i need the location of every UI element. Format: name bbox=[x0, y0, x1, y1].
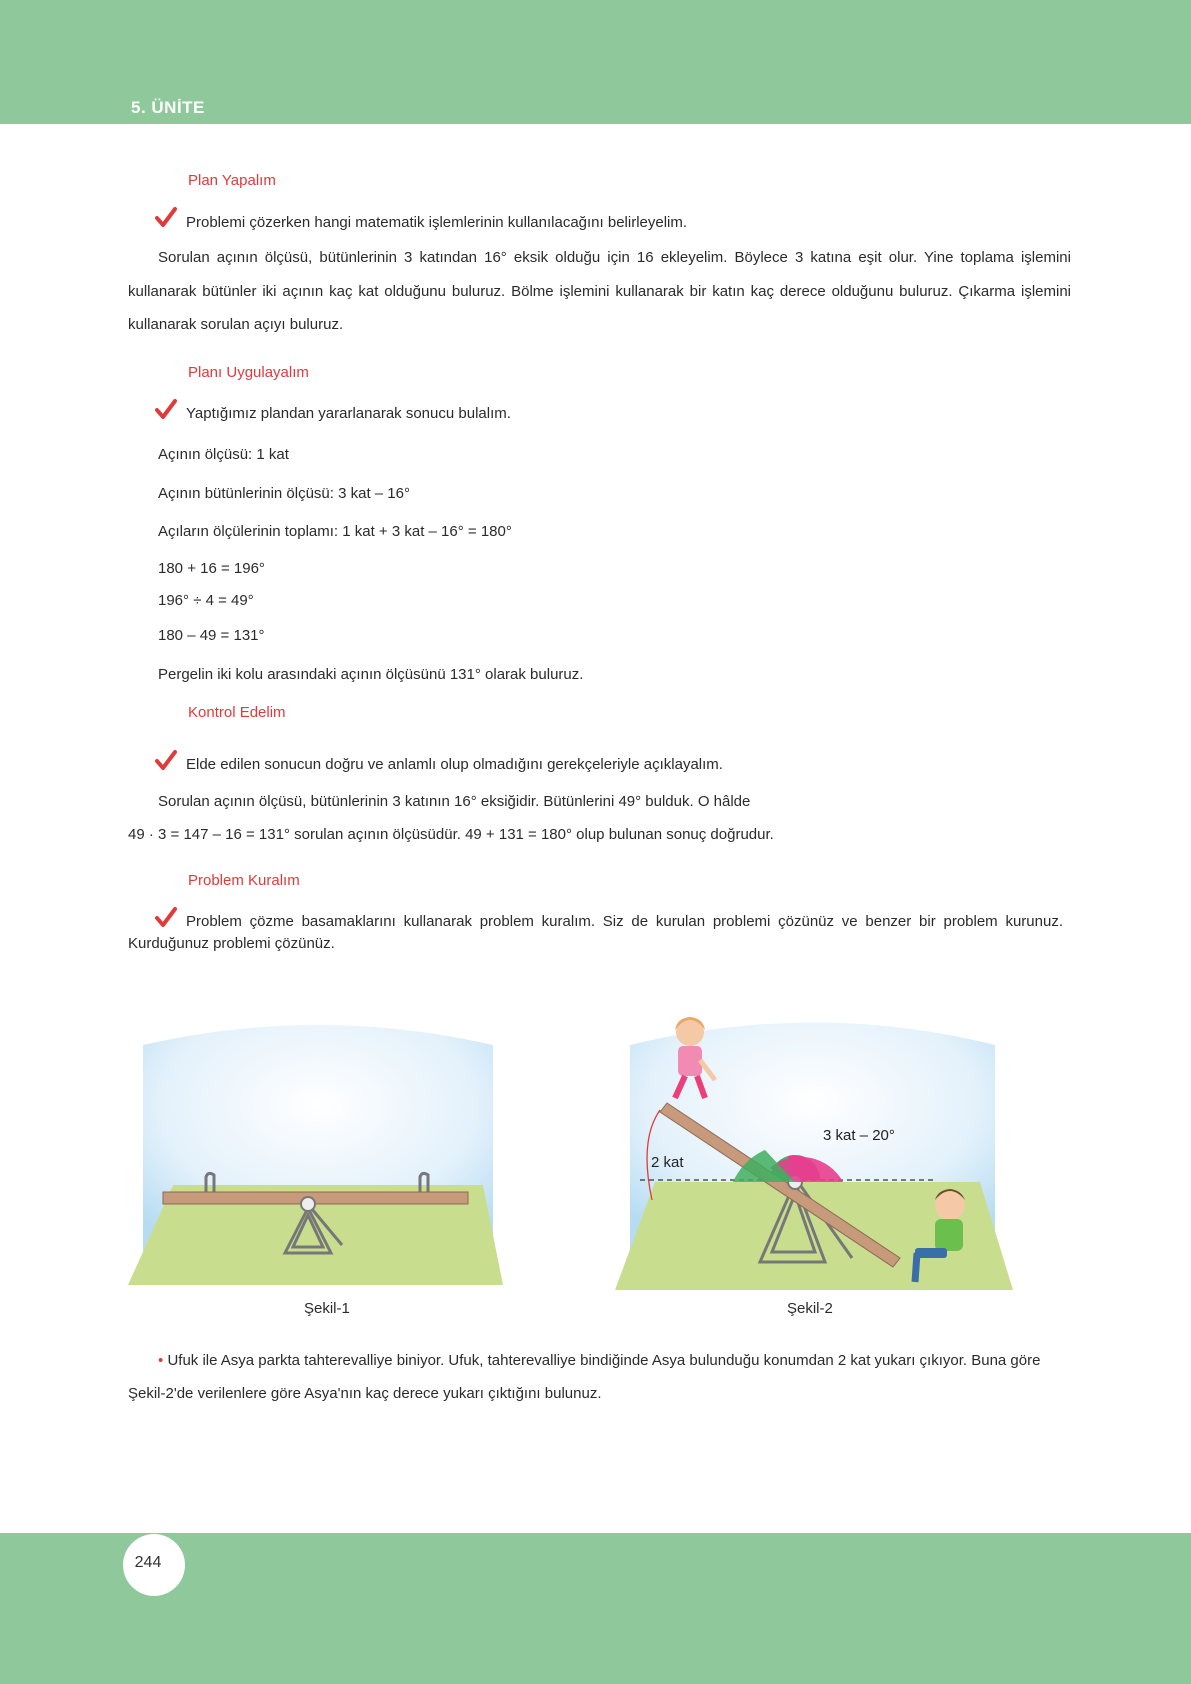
apply-line: Açının bütünlerinin ölçüsü: 3 kat – 16° bbox=[158, 485, 410, 502]
angle-label-small: 2 kat bbox=[651, 1154, 684, 1171]
figure-2-caption: Şekil-2 bbox=[787, 1300, 833, 1317]
seesaw-figure-2 bbox=[615, 1000, 1015, 1290]
check-line-2: 49 · 3 = 147 – 16 = 131° sorulan açının ölçüsüdür. 49 + 131 = 180° olup bulunan sonuç doğrudur. bbox=[128, 826, 774, 843]
bullet: • bbox=[158, 1352, 164, 1369]
plan-check-text: Problemi çözerken hangi matematik işlemlerinin kullanılacağını belirleyelim. bbox=[186, 214, 688, 231]
check-line-1: Sorulan açının ölçüsü, bütünlerinin 3 katının 16° eksiğidir. Bütünlerini 49° bulduk. O hâlde bbox=[158, 793, 751, 810]
task-text: Ufuk ile Asya parkta tahterevalliye biniyor. Ufuk, tahterevalliye bindiğinde Asya bulunduğu konumdan 2 kat yukarı çıkıyor. Buna göre Şekil-2'de verilenlere göre Asya'nın kaç derece yukarı çıktığını bulunuz. bbox=[128, 1352, 1041, 1402]
plan-heading: Plan Yapalım bbox=[188, 172, 276, 189]
angle-label-large: 3 kat – 20° bbox=[823, 1127, 895, 1144]
check-heading: Kontrol Edelim bbox=[188, 704, 286, 721]
apply-line: Açıların ölçülerinin toplamı: 1 kat + 3 kat – 16° = 180° bbox=[158, 523, 512, 540]
apply-line: 180 + 16 = 196° bbox=[158, 560, 265, 577]
checkmark-icon bbox=[155, 398, 177, 420]
apply-check-text: Yaptığımız plandan yararlanarak sonucu bulalım. bbox=[186, 405, 511, 422]
checkmark-icon bbox=[155, 206, 177, 228]
seesaw-figure-1 bbox=[128, 1005, 508, 1290]
apply-line: 180 – 49 = 131° bbox=[158, 627, 265, 644]
task-paragraph bbox=[128, 1344, 1071, 1410]
apply-conclusion: Pergelin iki kolu arasındaki açının ölçüsünü 131° olarak buluruz. bbox=[158, 666, 584, 683]
apply-heading: Planı Uygulayalım bbox=[188, 364, 309, 381]
pivot bbox=[301, 1197, 315, 1211]
plan-paragraph: Sorulan açının ölçüsü, bütünlerinin 3 katından 16° eksik olduğu için 16 ekleyelim. Böylece 3 katına eşit olur. Yine toplama işlemini kullanarak bütünler iki açının kaç kat olduğunu buluruz. Bölme işlemini kullanarak bir katın kaç derece olduğunu buluruz. Çıkarma işlemini kullanarak sorulan açıyı buluruz. bbox=[128, 249, 1071, 333]
unit-title: 5. ÜNİTE bbox=[131, 98, 205, 117]
build-heading: Problem Kuralım bbox=[188, 872, 300, 889]
build-check-text: Problem çözme basamaklarını kullanarak problem kuralım. Siz de kurulan problemi çözünüz ve benzer bir problem kurunuz. Kurduğunuz problemi çözünüz. bbox=[128, 913, 1063, 952]
check-check-text: Elde edilen sonucun doğru ve anlamlı olup olmadığını gerekçeleriyle açıklayalım. bbox=[186, 756, 723, 773]
checkmark-icon bbox=[155, 749, 177, 771]
page-number: 244 bbox=[134, 1554, 162, 1571]
apply-line: 196° ÷ 4 = 49° bbox=[158, 592, 254, 609]
figure-1-caption: Şekil-1 bbox=[304, 1300, 350, 1317]
apply-line: Açının ölçüsü: 1 kat bbox=[158, 446, 289, 463]
